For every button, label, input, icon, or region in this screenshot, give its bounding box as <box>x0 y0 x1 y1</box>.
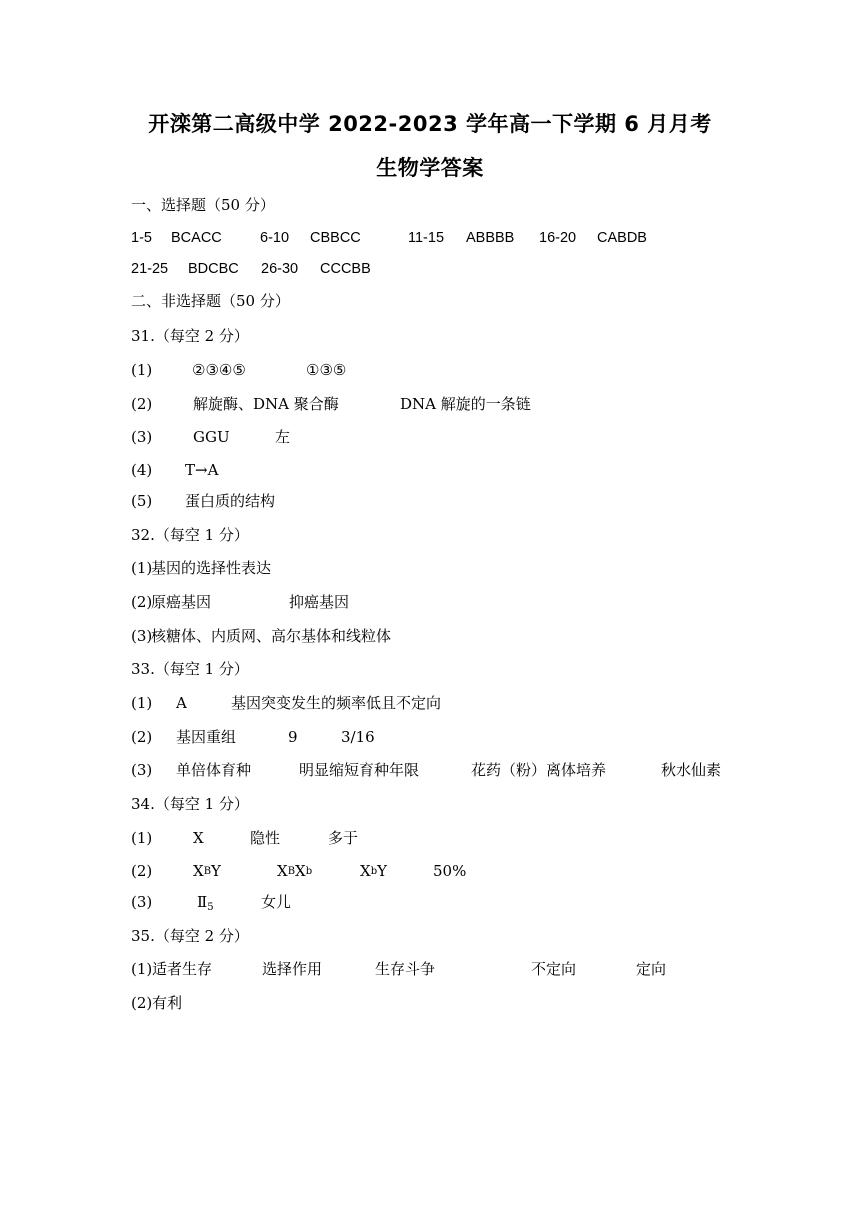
answer: DNA 解旋的一条链 <box>400 395 531 413</box>
answer: 基因重组 <box>176 728 237 746</box>
question-31-heading: 31.（每空 2 分） <box>131 327 249 345</box>
genotype-male-recessive: $X^bY$ <box>360 862 387 880</box>
section-heading-choice: 一、选择题（50 分） <box>131 196 275 214</box>
genotype-male-dominant: $X^BY$ <box>193 862 221 880</box>
pedigree-individual: $Ⅱ_5$ <box>197 893 214 913</box>
q35-item-2 <box>131 992 731 1014</box>
q32-item-2 <box>131 591 731 613</box>
item-number: (3) <box>131 893 153 911</box>
choice-range: 11-15 <box>408 230 445 246</box>
q31-item-3 <box>131 426 731 448</box>
choice-range: 16-20 <box>539 230 577 246</box>
answer: 左 <box>275 428 291 446</box>
item-number: (3) <box>131 761 153 779</box>
answer: 秋水仙素 <box>661 761 722 779</box>
q34-item-1 <box>131 827 731 849</box>
answer: 3/16 <box>341 728 375 746</box>
answer: T→A <box>185 461 219 479</box>
answer: 基因的选择性表达 <box>151 559 272 577</box>
question-34-heading: 34.（每空 1 分） <box>131 795 249 813</box>
choice-answers-row-2 <box>131 258 731 280</box>
answer: 蛋白质的结构 <box>185 492 276 510</box>
choice-range: 1-5 <box>131 230 152 246</box>
q33-item-2 <box>131 726 731 748</box>
answer: 女儿 <box>261 893 292 911</box>
answer: 多于 <box>328 829 359 847</box>
answer: 明显缩短育种年限 <box>299 761 420 779</box>
answer: 花药（粉）离体培养 <box>471 761 607 779</box>
question-32-heading: 32.（每空 1 分） <box>131 526 249 544</box>
answer: 选择作用 <box>262 960 323 978</box>
q31-item-2 <box>131 393 731 415</box>
answer: 定向 <box>636 960 667 978</box>
choice-range: 6-10 <box>260 230 290 246</box>
answer: 适者生存 <box>152 960 213 978</box>
item-number: (1) <box>131 829 153 847</box>
item-number: (1) <box>131 559 153 577</box>
answer: 抑癌基因 <box>289 593 350 611</box>
answer: 基因突变发生的频率低且不定向 <box>231 694 442 712</box>
answer: 9 <box>288 728 298 746</box>
choice-answers-row-1 <box>131 227 731 249</box>
answer: ②③④⑤ <box>192 361 246 379</box>
answer: 核糖体、内质网、高尔基体和线粒体 <box>151 627 392 645</box>
item-number: (1) <box>131 361 153 379</box>
document-subtitle: 生物学答案 <box>376 156 484 180</box>
probability-answer: 50% <box>433 862 467 880</box>
item-number: (1) <box>131 960 153 978</box>
answer: A <box>176 694 187 712</box>
item-number: (2) <box>131 994 153 1012</box>
answer: 解旋酶、DNA 聚合酶 <box>193 395 339 413</box>
item-number: (3) <box>131 428 153 446</box>
choice-answer: ABBBB <box>466 230 515 246</box>
q33-item-3 <box>131 759 751 781</box>
q33-item-1 <box>131 692 731 714</box>
answer: 原癌基因 <box>151 593 212 611</box>
answer: 隐性 <box>250 829 281 847</box>
answer: 不定向 <box>531 960 577 978</box>
choice-answer: CBBCC <box>310 230 361 246</box>
choice-answer: CCCBB <box>320 261 371 277</box>
genotype-female-carrier: $X^BX^b$ <box>277 862 313 880</box>
item-number: (2) <box>131 593 153 611</box>
item-number: (3) <box>131 627 153 645</box>
q34-item-3 <box>131 891 731 913</box>
choice-answer: BDCBC <box>188 261 239 277</box>
answer: ①③⑤ <box>306 361 347 379</box>
q32-item-3 <box>131 625 731 647</box>
q31-item-1 <box>131 359 731 381</box>
q35-item-1 <box>131 958 751 980</box>
question-35-heading: 35.（每空 2 分） <box>131 927 249 945</box>
choice-range: 26-30 <box>261 261 299 277</box>
section-heading-nonchoice: 二、非选择题（50 分） <box>131 292 290 310</box>
answer: 生存斗争 <box>375 960 436 978</box>
item-number: (2) <box>131 728 153 746</box>
item-number: (2) <box>131 395 153 413</box>
item-number: (2) <box>131 862 153 880</box>
item-number: (4) <box>131 461 153 479</box>
answer: 单倍体育种 <box>176 761 252 779</box>
item-number: (1) <box>131 694 153 712</box>
item-number: (5) <box>131 492 153 510</box>
document-title: 开滦第二高级中学 2022-2023 学年高一下学期 6 月月考 <box>148 112 712 136</box>
q32-item-1 <box>131 557 731 579</box>
q31-item-4 <box>131 459 731 481</box>
q34-item-2 <box>131 860 731 882</box>
choice-answer: BCACC <box>171 230 222 246</box>
q31-item-5 <box>131 490 731 512</box>
answer: X <box>193 829 204 847</box>
question-33-heading: 33.（每空 1 分） <box>131 660 249 678</box>
answer: GGU <box>193 428 230 446</box>
choice-answer: CABDB <box>597 230 647 246</box>
answer: 有利 <box>152 994 183 1012</box>
choice-range: 21-25 <box>131 261 169 277</box>
